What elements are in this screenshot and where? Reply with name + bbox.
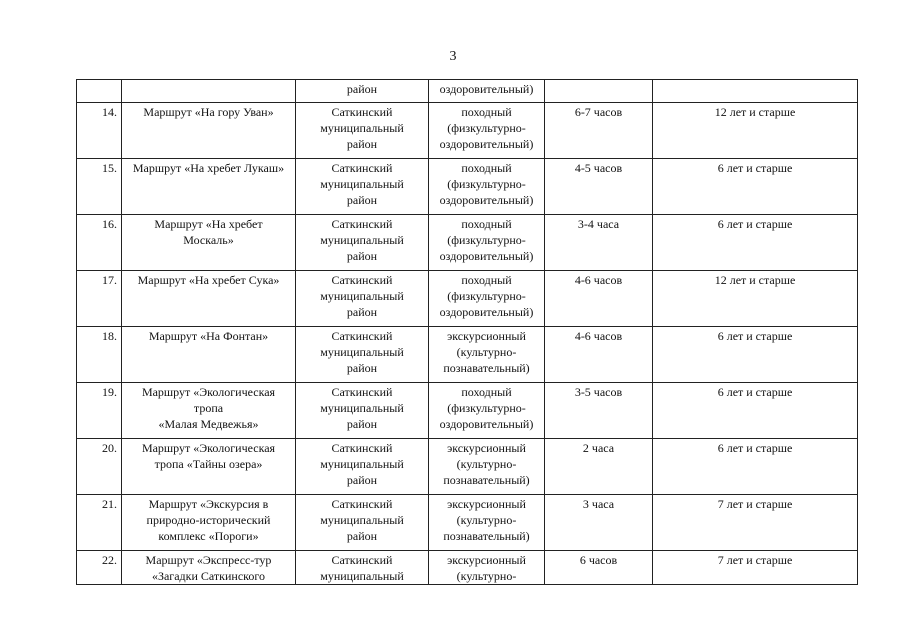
cell-age: 6 лет и старше [653, 159, 858, 215]
cell-age: 6 лет и старше [653, 439, 858, 495]
cell-route-line: Маршрут «Экспресс-тур [145, 553, 272, 567]
cell-type-line: походный [461, 217, 512, 231]
cell-district-line: Саткинский [331, 273, 393, 287]
cell-route [122, 271, 296, 327]
cell-district-line: муниципальный [320, 457, 404, 471]
cell-number: 17. [77, 271, 122, 327]
cell-type [429, 383, 545, 439]
cell-district [296, 271, 429, 327]
cell-duration: 4-5 часов [545, 159, 653, 215]
cell-age: 6 лет и старше [653, 327, 858, 383]
cell-district-line: район [346, 193, 378, 207]
cell-district-line: муниципальный [320, 177, 404, 191]
cell-type [429, 551, 545, 585]
cell-district-line: муниципальный [320, 289, 404, 303]
cell-district [296, 383, 429, 439]
table-row [77, 327, 858, 383]
cell-district-line: Саткинский [331, 497, 393, 511]
cell-type-line: оздоровительный) [439, 193, 534, 207]
routes-table-body [77, 80, 858, 585]
cell-type-line: (физкультурно- [447, 177, 526, 191]
cell-type [429, 271, 545, 327]
cell-route [122, 383, 296, 439]
cell-type-line: походный [461, 273, 512, 287]
cell-route [122, 215, 296, 271]
cell-age: 12 лет и старше [653, 103, 858, 159]
cell-route-line: Маршрут «На хребет Лукаш» [132, 161, 285, 175]
cell-district [296, 103, 429, 159]
cell-type-line: познавательный) [443, 361, 530, 375]
cell-age: 7 лет и старше [653, 495, 858, 551]
cell-type [429, 327, 545, 383]
cell-type-line: (культурно- [456, 569, 517, 583]
cell-number: 22. [77, 551, 122, 585]
cell-number: 16. [77, 215, 122, 271]
cell-district-line: район [346, 249, 378, 263]
cell-district-line: район [346, 473, 378, 487]
cell-age: 6 лет и старше [653, 383, 858, 439]
cell-type-line: (физкультурно- [447, 289, 526, 303]
cell-duration: 3-4 часа [545, 215, 653, 271]
cell-route [122, 327, 296, 383]
cell-route-line: комплекс «Пороги» [158, 529, 259, 543]
cell-duration: 4-6 часов [545, 271, 653, 327]
cell-type-line: походный [461, 385, 512, 399]
cell-route [122, 103, 296, 159]
cell-number: 19. [77, 383, 122, 439]
cell-district-line: Саткинский [331, 385, 393, 399]
cell-district [296, 215, 429, 271]
cell-district: район [296, 80, 429, 103]
cell-type-line: (культурно- [456, 457, 517, 471]
cell-route-line: природно-исторический [146, 513, 271, 527]
cell-route-line: тропа [193, 401, 224, 415]
cell-district-line: Саткинский [331, 105, 393, 119]
cell-type-line: познавательный) [443, 473, 530, 487]
cell-route-line: Маршрут «Экологическая [141, 441, 276, 455]
cell-type-line: оздоровительный) [439, 249, 534, 263]
cell-type-line: походный [461, 161, 512, 175]
cell-district-line: муниципальный [320, 345, 404, 359]
cell-duration: 6-7 часов [545, 103, 653, 159]
cell-type-line: (культурно- [456, 345, 517, 359]
cell-duration: 3-5 часов [545, 383, 653, 439]
cell-age: 7 лет и старше [653, 551, 858, 585]
cell-route [122, 495, 296, 551]
cell-district-line: муниципальный [320, 233, 404, 247]
cell-duration: 4-6 часов [545, 327, 653, 383]
cell-number [77, 80, 122, 103]
table-row [77, 439, 858, 495]
cell-district-line: район [346, 417, 378, 431]
cell-type-line: (культурно- [456, 513, 517, 527]
cell-route [122, 80, 296, 103]
cell-age: 6 лет и старше [653, 215, 858, 271]
page-number: 3 [449, 49, 457, 64]
cell-duration: 6 часов [545, 551, 653, 585]
cell-duration [545, 80, 653, 103]
cell-district-line: район [346, 137, 378, 151]
cell-district [296, 159, 429, 215]
cell-number: 14. [77, 103, 122, 159]
cell-route-line: Маршрут «На Фонтан» [148, 329, 269, 343]
cell-type-line: (физкультурно- [447, 233, 526, 247]
cell-district [296, 551, 429, 585]
cell-route-line: Маршрут «На хребет [154, 217, 263, 231]
cell-district-line: район [346, 529, 378, 543]
cell-district-line: муниципальный [320, 569, 404, 583]
cell-number: 15. [77, 159, 122, 215]
cell-type [429, 215, 545, 271]
cell-type: оздоровительный) [429, 80, 545, 103]
cell-type [429, 439, 545, 495]
cell-type-line: познавательный) [443, 529, 530, 543]
cell-type-line: оздоровительный) [439, 417, 534, 431]
cell-type [429, 103, 545, 159]
cell-district-line: Саткинский [331, 553, 393, 567]
cell-route-line: Москаль» [183, 233, 234, 247]
cell-district-line: муниципальный [320, 121, 404, 135]
cell-district-line: Саткинский [331, 161, 393, 175]
table-row [77, 495, 858, 551]
cell-type-line: экскурсионный [447, 329, 526, 343]
table-row [77, 215, 858, 271]
cell-route [122, 551, 296, 585]
cell-number: 21. [77, 495, 122, 551]
cell-duration: 3 часа [545, 495, 653, 551]
cell-type-line: (физкультурно- [447, 401, 526, 415]
cell-route [122, 439, 296, 495]
cell-route-line: тропа «Тайны озера» [154, 457, 263, 471]
cell-route-line: «Малая Медвежья» [158, 417, 259, 431]
table-row [77, 383, 858, 439]
cell-type-line: (физкультурно- [447, 121, 526, 135]
cell-district-line: Саткинский [331, 329, 393, 343]
cell-district-line: район [346, 361, 378, 375]
cell-route-line: Маршрут «Экологическая [141, 385, 276, 399]
table-row [77, 551, 858, 585]
cell-district-line: Саткинский [331, 217, 393, 231]
cell-type-line: экскурсионный [447, 497, 526, 511]
cell-route-line: Маршрут «Экскурсия в [148, 497, 269, 511]
cell-route-line: «Загадки Саткинского [151, 569, 266, 583]
cell-type [429, 495, 545, 551]
cell-age [653, 80, 858, 103]
cell-district [296, 495, 429, 551]
table-row [77, 271, 858, 327]
cell-route-line: Маршрут «На хребет Сука» [137, 273, 280, 287]
cell-district [296, 327, 429, 383]
cell-type [429, 159, 545, 215]
cell-age: 12 лет и старше [653, 271, 858, 327]
cell-district [296, 439, 429, 495]
cell-type-line: оздоровительный) [439, 305, 534, 319]
cell-route [122, 159, 296, 215]
cell-district-line: Саткинский [331, 441, 393, 455]
cell-district-line: район [346, 305, 378, 319]
cell-type-line: оздоровительный) [439, 137, 534, 151]
cell-route-line: Маршрут «На гору Уван» [143, 105, 274, 119]
table-row [77, 103, 858, 159]
routes-table [76, 79, 858, 585]
cell-district-line: муниципальный [320, 513, 404, 527]
continuation-row [77, 80, 858, 103]
table-row [77, 159, 858, 215]
cell-type-line: походный [461, 105, 512, 119]
cell-number: 20. [77, 439, 122, 495]
cell-type-line: экскурсионный [447, 441, 526, 455]
cell-type-line: экскурсионный [447, 553, 526, 567]
cell-number: 18. [77, 327, 122, 383]
cell-duration: 2 часа [545, 439, 653, 495]
cell-district-line: муниципальный [320, 401, 404, 415]
